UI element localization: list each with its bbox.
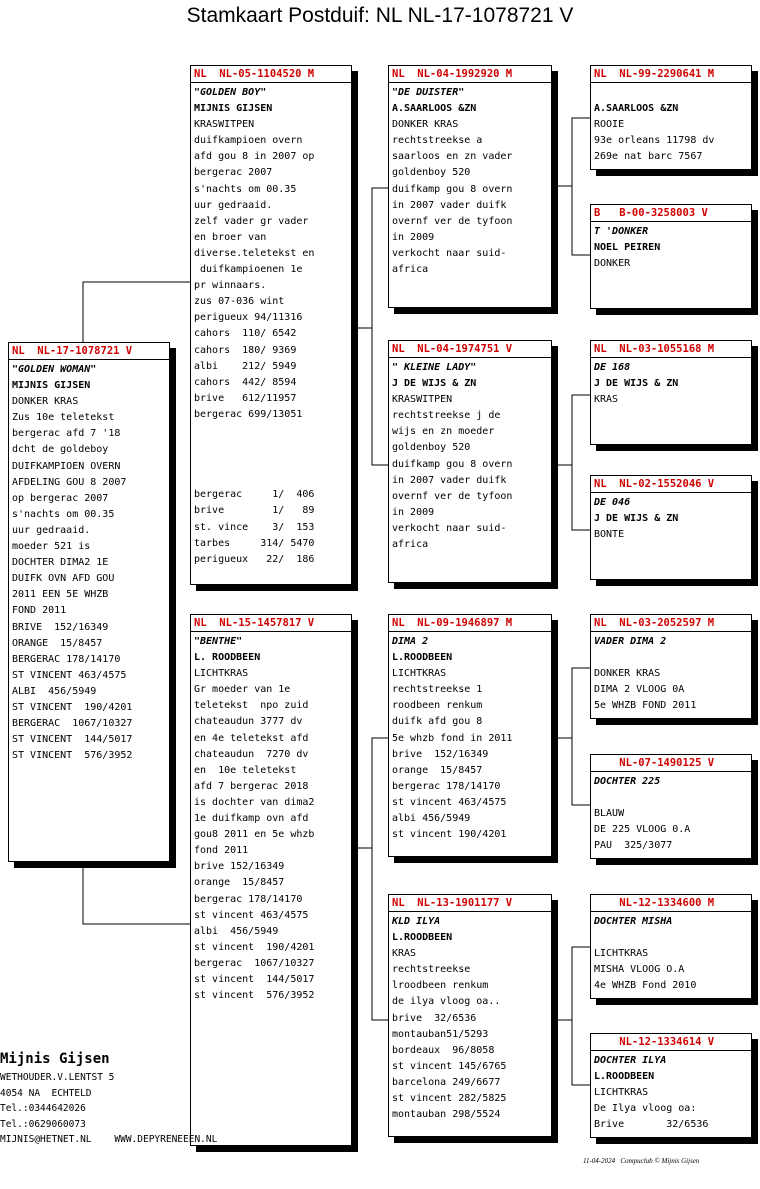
pedigree-card-mff — [590, 614, 752, 719]
card-line: Zus 10e teletekst — [12, 412, 115, 424]
owner-contact: MIJNIS@HETNET.NL WWW.DEPYRENEEEN.NL — [0, 1134, 218, 1145]
card-line: brive 152/16349 — [194, 861, 285, 873]
ring-number: NL NL-17-1078721 V — [9, 343, 169, 360]
card-line: st. vince 3/ 153 — [194, 521, 315, 533]
pigeon-name: DE 168 — [594, 362, 631, 373]
card-line: 2011 EEN 5E WHZB — [12, 589, 109, 601]
card-line: perigueux 22/ 186 — [194, 553, 315, 565]
card-body — [591, 222, 751, 272]
card-line: albi 212/ 5949 — [194, 360, 297, 372]
card-line: st vincent 144/5017 — [194, 973, 315, 985]
ring-number: NL NL-02-1552046 V — [591, 476, 751, 493]
pedigree-card-subject — [8, 342, 170, 862]
card-line: st vincent 463/4575 — [194, 909, 309, 921]
card-line: in 2009 — [392, 231, 435, 243]
connector-fm-great-2 — [572, 465, 590, 530]
pigeon-name: DE 046 — [594, 497, 631, 508]
pigeon-name: DOCHTER ILYA — [594, 1055, 667, 1066]
card-line: saarloos en zn vader — [392, 151, 513, 163]
card-body — [389, 83, 551, 278]
connector-fm-great — [552, 395, 590, 465]
card-line: brive 152/16349 — [392, 748, 489, 760]
card-line: chateaudun 7270 dv — [194, 748, 309, 760]
card-line: diverse.teletekst en — [194, 247, 315, 259]
card-line: rechtstreekse 1 — [392, 684, 483, 696]
card-line: DONKER KRAS — [392, 119, 459, 131]
card-line: overnf ver de tyfoon — [392, 215, 513, 227]
breeder-name: J DE WIJS & ZN — [594, 513, 679, 525]
card-line: ST VINCENT 576/3952 — [12, 750, 133, 762]
pedigree-card-mmm — [590, 1033, 752, 1138]
ring-number: NL NL-04-1992920 M — [389, 66, 551, 83]
connector-mother-mf — [352, 738, 388, 848]
pigeon-name: "GOLDEN BOY" — [194, 87, 267, 98]
card-body — [591, 358, 751, 408]
pedigree-card-mmf — [590, 894, 752, 999]
breeder-name: MIJNIS GIJSEN — [12, 380, 91, 392]
breeder-name: L.ROODBEEN — [594, 1071, 655, 1083]
card-line: bergerac afd 7 '18 — [12, 428, 121, 440]
card-line: rechtstreekse a — [392, 135, 483, 147]
card-line: KRAS — [392, 948, 417, 960]
card-line: BERGERAC 178/14170 — [12, 653, 121, 665]
card-line: zus 07-036 wint — [194, 296, 285, 308]
card-line: LICHTKRAS — [392, 668, 447, 680]
card-line — [194, 455, 348, 471]
card-line: barcelona 249/6677 — [392, 1076, 501, 1088]
breeder-name: J DE WIJS & ZN — [392, 378, 477, 390]
connector-mm-great — [552, 947, 590, 1020]
card-line: ST VINCENT 463/4575 — [12, 669, 127, 681]
ring-number: NL NL-05-1104520 M — [191, 66, 351, 83]
card-body — [591, 493, 751, 543]
pigeon-name: DIMA 2 — [392, 636, 429, 647]
card-line: LICHTKRAS — [594, 948, 649, 960]
card-line: fond 2011 — [194, 845, 249, 857]
card-line: KRASWITPEN — [392, 394, 453, 406]
card-line: africa — [392, 264, 429, 276]
card-line: DUIFK OVN AFD GOU — [12, 573, 115, 585]
card-body — [591, 83, 751, 165]
breeder-name: MIJNIS GIJSEN — [194, 103, 273, 115]
card-line: BRIVE 152/16349 — [12, 621, 109, 633]
ring-number: NL NL-03-1055168 M — [591, 341, 751, 358]
connector-father-fm — [372, 328, 388, 465]
owner-phone-1: Tel.:0344642026 — [0, 1103, 86, 1114]
breeder-name: L. ROODBEEN — [194, 652, 261, 664]
card-line: zelf vader gr vader — [194, 215, 309, 227]
card-line: ALBI 456/5949 — [12, 685, 97, 697]
card-line: perigueux 94/11316 — [194, 312, 303, 324]
ring-number: NL NL-99-2290641 M — [591, 66, 751, 83]
card-line: bergerac 178/14170 — [194, 893, 303, 905]
card-line: chateaudun 3777 dv — [194, 716, 303, 728]
card-body — [591, 772, 751, 854]
breeder-name: J DE WIJS & ZN — [594, 378, 679, 390]
pedigree-card-ffm — [590, 204, 752, 309]
card-line: Brive 32/6536 — [594, 1119, 709, 1131]
pedigree-card-father — [190, 65, 352, 585]
card-line: afd gou 8 in 2007 op — [194, 151, 315, 163]
card-line: bergerac 178/14170 — [392, 780, 501, 792]
card-line: PAU 325/3077 — [594, 840, 673, 852]
pigeon-name: DOCHTER MISHA — [594, 916, 673, 927]
card-line: st vincent 576/3952 — [194, 990, 315, 1002]
owner-block — [0, 1048, 217, 1148]
card-line: 93e orleans 11798 dv — [594, 135, 715, 147]
card-line: s'nachts om 00.35 — [12, 508, 115, 520]
card-line: duifkamp gou 8 overn — [392, 458, 513, 470]
connector-subject-father — [83, 282, 190, 342]
card-line — [194, 439, 348, 455]
card-line: bordeaux 96/8058 — [392, 1044, 495, 1056]
card-line: albi 456/5949 — [194, 925, 279, 937]
card-line: st vincent 145/6765 — [392, 1060, 507, 1072]
card-line: FOND 2011 — [12, 605, 67, 617]
card-line: 5e WHZB FOND 2011 — [594, 700, 697, 712]
card-line: ORANGE 15/8457 — [12, 637, 103, 649]
pedigree-card-ff — [388, 65, 552, 308]
card-line: BONTE — [594, 529, 625, 541]
ring-number: NL NL-09-1946897 M — [389, 615, 551, 632]
card-line: BERGERAC 1067/10327 — [12, 718, 133, 730]
card-line — [194, 471, 348, 487]
card-body — [389, 632, 551, 843]
card-line: DIMA 2 VLOOG 0A — [594, 684, 685, 696]
card-line: 269e nat barc 7567 — [594, 151, 703, 163]
pedigree-card-mf — [388, 614, 552, 857]
ring-number: NL NL-04-1974751 V — [389, 341, 551, 358]
ring-number: NL-07-1490125 V — [591, 755, 751, 772]
card-line: 1e duifkamp ovn afd — [194, 813, 309, 825]
card-line: De Ilya vloog oa: — [594, 1103, 697, 1115]
card-line: MISHA VLOOG O.A — [594, 964, 685, 976]
card-line: st vincent 190/4201 — [392, 829, 507, 841]
card-line: albi 456/5949 — [392, 813, 471, 825]
pedigree-card-fmm — [590, 475, 752, 580]
card-body — [591, 632, 751, 714]
card-body — [591, 912, 751, 994]
card-body — [9, 360, 169, 764]
card-line: brive 1/ 89 — [194, 505, 315, 517]
connector-mf-great — [552, 668, 590, 738]
card-line: ST VINCENT 144/5017 — [12, 734, 133, 746]
card-line: brive 612/11957 — [194, 392, 297, 404]
spacer — [594, 85, 748, 101]
card-line: duifkamp gou 8 overn — [392, 183, 513, 195]
card-line: bergerac 1067/10327 — [194, 957, 315, 969]
breeder-name: L.ROODBEEN — [392, 932, 453, 944]
card-line: st vincent 190/4201 — [194, 941, 315, 953]
card-line: KRASWITPEN — [194, 119, 255, 131]
pedigree-card-fff — [590, 65, 752, 170]
card-line: DONKER — [594, 258, 631, 270]
card-line: Gr moeder van 1e — [194, 684, 291, 696]
ring-number: NL-12-1334600 M — [591, 895, 751, 912]
card-line: 4e WHZB Fond 2010 — [594, 980, 697, 992]
card-line: in 2007 vader duifk — [392, 474, 507, 486]
card-body — [191, 632, 351, 1004]
pigeon-name: T 'DONKER — [594, 226, 649, 237]
card-line: goldenboy 520 — [392, 442, 471, 454]
card-body — [591, 1051, 751, 1133]
ring-number: NL-12-1334614 V — [591, 1034, 751, 1051]
spacer — [594, 930, 748, 946]
connector-mm-great-2 — [572, 1020, 590, 1085]
card-line: en 10e teletekst — [194, 764, 297, 776]
card-line — [194, 423, 348, 439]
card-line: DUIFKAMPIOEN OVERN — [12, 460, 121, 472]
card-line: op bergerac 2007 — [12, 492, 109, 504]
card-line: roodbeen renkum — [392, 700, 483, 712]
card-line: africa — [392, 539, 429, 551]
card-line: rechtstreekse — [392, 964, 471, 976]
card-line: duifk afd gou 8 — [392, 716, 483, 728]
card-line: DONKER KRAS — [594, 668, 661, 680]
card-line: wijs en zn moeder — [392, 426, 495, 438]
ring-number: NL NL-13-1901177 V — [389, 895, 551, 912]
connector-father-ff — [352, 188, 388, 328]
card-line: moeder 521 is — [12, 541, 91, 553]
owner-phone-2: Tel.:0629060073 — [0, 1118, 86, 1130]
page-title: Stamkaart Postduif: NL NL-17-1078721 V — [186, 4, 574, 27]
pigeon-name: "DE DUISTER" — [392, 87, 465, 98]
card-line: pr winnaars. — [194, 280, 267, 292]
breeder-name: NOEL PEIREN — [594, 242, 661, 254]
card-line: uur gedraaid. — [12, 524, 91, 536]
ring-number: NL NL-03-2052597 M — [591, 615, 751, 632]
card-body — [191, 83, 351, 568]
card-body — [389, 912, 551, 1123]
card-line: de ilya vloog oa.. — [392, 996, 501, 1008]
card-line: overnf ver de tyfoon — [392, 490, 513, 502]
card-line: AFDELING GOU 8 2007 — [12, 476, 127, 488]
card-line: tarbes 314/ 5470 — [194, 537, 315, 549]
card-line: DE 225 VLOOG 0.A — [594, 824, 691, 836]
card-line: afd 7 bergerac 2018 — [194, 780, 309, 792]
card-line: s'nachts om 00.35 — [194, 183, 297, 195]
card-line: BLAUW — [594, 808, 625, 820]
card-line: cahors 180/ 9369 — [194, 344, 297, 356]
card-body — [389, 358, 551, 553]
breeder-name: A.SAARLOOS &ZN — [392, 103, 477, 115]
connector-mf-great-2 — [572, 738, 590, 805]
card-line: st vincent 463/4575 — [392, 796, 507, 808]
card-line: teletekst npo zuid — [194, 700, 309, 712]
card-line: goldenboy 520 — [392, 167, 471, 179]
breeder-name: A.SAARLOOS &ZN — [594, 103, 679, 115]
owner-address: WETHOUDER.V.LENTST 5 — [0, 1072, 115, 1083]
pedigree-card-fmf — [590, 340, 752, 445]
connector-ff-great-2 — [572, 186, 590, 255]
card-line: en 4e teletekst afd — [194, 732, 309, 744]
pigeon-name: " KLEINE LADY" — [392, 362, 477, 373]
pedigree-card-mfm — [590, 754, 752, 859]
card-line: duifkampioenen 1e — [194, 264, 303, 276]
card-line: ST VINCENT 190/4201 — [12, 701, 133, 713]
pigeon-name: "BENTHE" — [194, 636, 243, 647]
card-line: in 2007 vader duifk — [392, 199, 507, 211]
card-line: gou8 2011 en 5e whzb — [194, 829, 315, 841]
card-line: verkocht naar suid- — [392, 522, 507, 534]
ring-number: B B-00-3258003 V — [591, 205, 751, 222]
connector-mother-mm — [372, 848, 388, 1020]
card-line: bergerac 1/ 406 — [194, 489, 315, 501]
card-line: bergerac 699/13051 — [194, 408, 303, 420]
connector-subject-mother — [83, 862, 190, 924]
card-line: dcht de goldeboy — [12, 444, 109, 456]
breeder-name: L.ROODBEEN — [392, 652, 453, 664]
card-line: in 2009 — [392, 506, 435, 518]
card-line: DONKER KRAS — [12, 396, 79, 408]
card-line: lroodbeen renkum — [392, 980, 489, 992]
card-line: LICHTKRAS — [194, 668, 249, 680]
card-line: KRAS — [594, 394, 619, 406]
pigeon-name: DOCHTER 225 — [594, 776, 661, 787]
spacer — [594, 790, 748, 806]
card-line: rechtstreekse j de — [392, 410, 501, 422]
card-line: LICHTKRAS — [594, 1087, 649, 1099]
pigeon-name: "GOLDEN WOMAN" — [12, 364, 97, 375]
card-line: orange 15/8457 — [194, 877, 285, 889]
card-line: st vincent 282/5825 — [392, 1093, 507, 1105]
card-line: DOCHTER DIMA2 1E — [12, 557, 109, 569]
card-line: bergerac 2007 — [194, 167, 273, 179]
card-line: orange 15/8457 — [392, 764, 483, 776]
owner-name: Mijnis Gijsen — [0, 1051, 110, 1067]
ring-number: NL NL-15-1457817 V — [191, 615, 351, 632]
card-line: brive 32/6536 — [392, 1012, 477, 1024]
card-line: montauban51/5293 — [392, 1028, 489, 1040]
owner-city: 4054 NA ECHTELD — [0, 1087, 92, 1099]
pedigree-card-mm — [388, 894, 552, 1137]
connector-ff-great — [552, 118, 590, 186]
card-line: en broer van — [194, 231, 267, 243]
card-line: montauban 298/5524 — [392, 1109, 501, 1121]
card-line: uur gedraaid. — [194, 199, 273, 211]
card-line: 5e whzb fond in 2011 — [392, 732, 513, 744]
card-line: cahors 442/ 8594 — [194, 376, 297, 388]
card-line: duifkampioen overn — [194, 135, 303, 147]
spacer — [594, 650, 748, 666]
pedigree-card-fm — [388, 340, 552, 583]
card-line: verkocht naar suid- — [392, 247, 507, 259]
card-line: cahors 110/ 6542 — [194, 328, 297, 340]
pigeon-name: KLD ILYA — [392, 916, 441, 927]
card-line: is dochter van dima2 — [194, 796, 315, 808]
card-line: ROOIE — [594, 119, 625, 131]
pigeon-name: VADER DIMA 2 — [594, 636, 667, 647]
footer-credit: 11-04-2024 Compuclub © Mijnis Gijsen — [583, 1157, 700, 1165]
